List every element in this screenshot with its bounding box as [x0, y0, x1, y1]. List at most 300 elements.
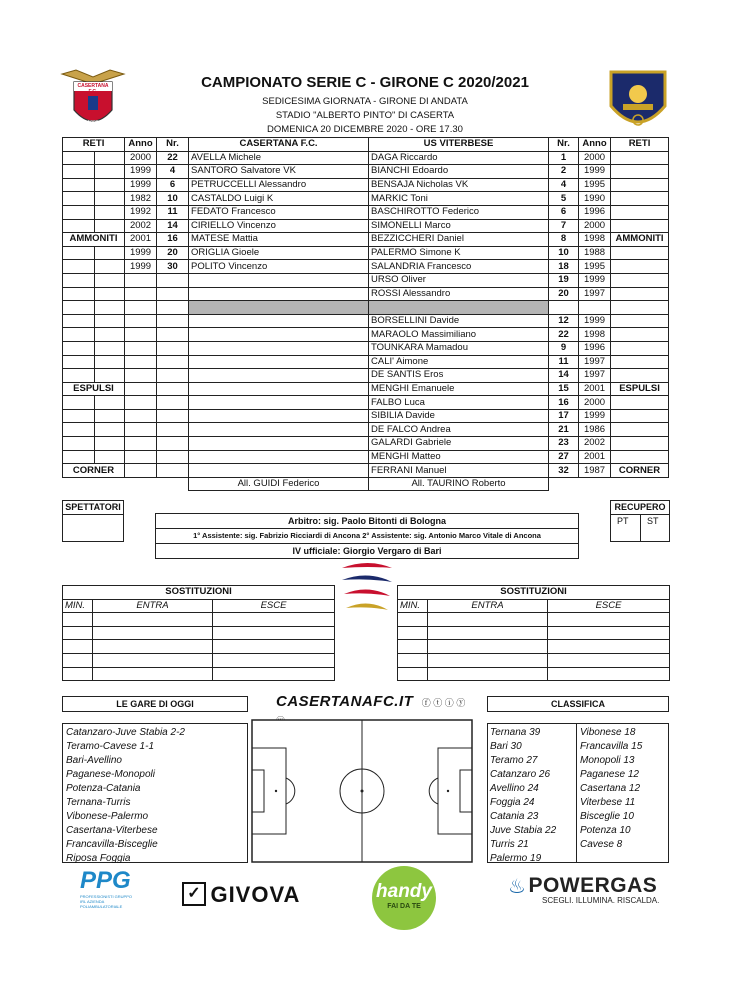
match-item: Casertana-Viterbese	[66, 825, 158, 836]
reti-cell	[63, 314, 95, 328]
reti-cell	[611, 409, 669, 423]
lineup-table	[62, 137, 669, 491]
date-line: DOMENICA 20 DICEMBRE 2020 - ORE 17.30	[267, 124, 463, 135]
home-player: FEDATO Francesco	[189, 205, 369, 219]
away-player: CALI' Aimone	[369, 355, 549, 369]
powergas-text: POWERGAS	[528, 874, 658, 897]
home-nr: 6	[157, 178, 189, 192]
table-row	[63, 382, 669, 396]
away-anno: 1999	[579, 273, 611, 287]
reti-cell	[95, 396, 125, 410]
standing-item: Avellino 24	[490, 783, 539, 794]
away-player: URSO Oliver	[369, 273, 549, 287]
away-player: MARAOLO Massimiliano	[369, 328, 549, 342]
casertana-logo-text: CASERTANA F.C.	[77, 83, 109, 95]
table-row	[398, 640, 670, 654]
table-row	[63, 233, 669, 247]
standing-item: Cavese 8	[580, 839, 623, 850]
away-player: SALANDRIA Francesco	[369, 260, 549, 274]
reti-cell	[63, 151, 95, 165]
separator-cell	[189, 301, 369, 315]
home-anno: 1999	[125, 165, 157, 179]
away-anno: 1997	[579, 355, 611, 369]
min-cell	[398, 640, 428, 654]
home-nr: 16	[157, 233, 189, 247]
away-anno: 2000	[579, 151, 611, 165]
home-anno	[125, 423, 157, 437]
esce-cell	[213, 640, 335, 654]
away-nr: 2	[549, 165, 579, 179]
entra-cell	[93, 667, 213, 681]
home-player	[189, 382, 369, 396]
home-anno	[125, 409, 157, 423]
reti-cell	[95, 219, 125, 233]
home-team-header: CASERTANA F.C.	[189, 138, 369, 152]
reti-cell	[611, 192, 669, 206]
casertana-logo-year: 1908	[87, 120, 99, 126]
away-player: DAGA Riccardo	[369, 151, 549, 165]
home-player	[189, 437, 369, 451]
standing-item: Potenza 10	[580, 825, 631, 836]
min-cell	[398, 613, 428, 627]
match-item: Bari-Avellino	[66, 755, 122, 766]
standing-item: Teramo 27	[490, 755, 538, 766]
nr-header: Nr.	[157, 138, 189, 152]
home-player: AVELLA Michele	[189, 151, 369, 165]
reti-cell	[63, 328, 95, 342]
home-nr	[157, 328, 189, 342]
table-row	[63, 464, 669, 478]
home-anno	[125, 450, 157, 464]
reti-cell	[95, 437, 125, 451]
esce-cell	[548, 640, 670, 654]
away-player: DE FALCO Andrea	[369, 423, 549, 437]
away-player: BORSELLINI Davide	[369, 314, 549, 328]
home-nr: 10	[157, 192, 189, 206]
recupero-divider	[640, 515, 641, 541]
reti-cell	[611, 260, 669, 274]
reti-cell	[63, 437, 95, 451]
home-anno	[125, 369, 157, 383]
away-anno: 2000	[579, 396, 611, 410]
flame-decoration	[338, 558, 396, 616]
sostituzioni-title: SOSTITUZIONI	[398, 586, 670, 600]
reti-cell	[611, 165, 669, 179]
reti-cell	[95, 341, 125, 355]
away-nr: 7	[549, 219, 579, 233]
table-row	[63, 355, 669, 369]
reti-cell	[95, 409, 125, 423]
away-player: MENGHI Emanuele	[369, 382, 549, 396]
reti-cell	[611, 205, 669, 219]
entra-header: ENTRA	[93, 599, 213, 613]
classifica-divider	[576, 724, 577, 862]
table-row	[398, 613, 670, 627]
entra-cell	[428, 667, 548, 681]
away-anno: 1996	[579, 205, 611, 219]
home-player	[189, 273, 369, 287]
home-nr: 20	[157, 246, 189, 260]
home-anno: 1992	[125, 205, 157, 219]
recupero-box	[610, 500, 670, 542]
handy-subtext: FAI DA TE	[387, 903, 421, 910]
entra-cell	[428, 613, 548, 627]
home-nr	[157, 423, 189, 437]
reti-cell	[95, 287, 125, 301]
site-text[interactable]: CASERTANAFC.IT	[276, 693, 414, 710]
reti-cell	[611, 341, 669, 355]
table-row	[63, 151, 669, 165]
reti-cell	[611, 355, 669, 369]
home-nr: 30	[157, 260, 189, 274]
min-cell	[398, 667, 428, 681]
home-nr: 14	[157, 219, 189, 233]
standing-item: Ternana 39	[490, 727, 541, 738]
away-anno: 1998	[579, 233, 611, 247]
table-row	[63, 328, 669, 342]
reti-cell	[63, 409, 95, 423]
reti-cell	[63, 260, 95, 274]
reti-cell	[95, 205, 125, 219]
table-row	[63, 205, 669, 219]
reti-cell	[95, 423, 125, 437]
table-row	[63, 301, 669, 315]
reti-cell	[63, 273, 95, 287]
reti-header: RETI	[63, 138, 125, 152]
away-anno: 1986	[579, 423, 611, 437]
away-anno: 1999	[579, 165, 611, 179]
standing-item: Viterbese 11	[580, 797, 636, 808]
spettatori-label: SPETTATORI	[63, 501, 123, 515]
espulsi-label: ESPULSI	[63, 382, 125, 396]
reti-cell	[95, 151, 125, 165]
givova-text: GIVOVA	[210, 882, 301, 907]
separator-cell	[369, 301, 549, 315]
home-player: SANTORO Salvatore VK	[189, 165, 369, 179]
recupero-label: RECUPERO	[611, 501, 669, 515]
table-row	[398, 599, 670, 613]
away-nr: 20	[549, 287, 579, 301]
away-player: BENSAJA Nicholas VK	[369, 178, 549, 192]
reti-cell	[63, 246, 95, 260]
standing-item: Paganese 12	[580, 769, 639, 780]
reti-cell	[611, 396, 669, 410]
site-name	[276, 693, 476, 713]
home-anno: 2001	[125, 233, 157, 247]
handy-logo	[372, 866, 436, 930]
facebook-icon[interactable]: ⓕ	[421, 698, 431, 708]
min-header: MIN.	[63, 599, 93, 613]
table-row	[63, 477, 669, 491]
entra-cell	[93, 626, 213, 640]
away-anno: 1990	[579, 192, 611, 206]
reti-cell	[611, 369, 669, 383]
home-player	[189, 328, 369, 342]
esce-cell	[213, 653, 335, 667]
away-anno: 1997	[579, 287, 611, 301]
home-anno: 1982	[125, 192, 157, 206]
classifica-left	[490, 726, 576, 866]
esce-cell	[213, 667, 335, 681]
standing-item: Casertana 12	[580, 783, 641, 794]
reti-cell	[95, 355, 125, 369]
home-nr	[157, 437, 189, 451]
away-nr: 16	[549, 396, 579, 410]
away-team-header: US VITERBESE	[369, 138, 549, 152]
gare-title: LE GARE DI OGGI	[62, 696, 248, 712]
away-nr: 15	[549, 382, 579, 396]
viterbese-logo	[607, 68, 669, 136]
home-anno: 2000	[125, 151, 157, 165]
reti-cell	[63, 341, 95, 355]
gare-list	[63, 724, 247, 868]
standing-item: Catania 23	[490, 811, 539, 822]
reti-cell	[63, 287, 95, 301]
min-cell	[63, 613, 93, 627]
sostituzioni-title: SOSTITUZIONI	[63, 586, 335, 600]
home-anno: 1999	[125, 178, 157, 192]
entra-cell	[93, 640, 213, 654]
home-player: ORIGLIA Gioele	[189, 246, 369, 260]
reti-cell	[95, 328, 125, 342]
match-item: Ternana-Turris	[66, 797, 131, 808]
standing-item: Bisceglie 10	[580, 811, 634, 822]
reti-cell	[611, 314, 669, 328]
away-anno: 1987	[579, 464, 611, 478]
away-player: BEZZICCHERI Daniel	[369, 233, 549, 247]
powergas-logo	[508, 874, 678, 914]
away-nr: 21	[549, 423, 579, 437]
reti-cell	[611, 178, 669, 192]
esce-cell	[548, 613, 670, 627]
table-row	[63, 409, 669, 423]
table-row	[63, 246, 669, 260]
powergas-subtext: SCEGLI. ILLUMINA. RISCALDA.	[542, 896, 660, 905]
standing-item: Turris 21	[490, 839, 529, 850]
home-player	[189, 423, 369, 437]
home-nr	[157, 355, 189, 369]
home-nr	[157, 314, 189, 328]
away-anno: 1996	[579, 341, 611, 355]
page-title: CAMPIONATO SERIE C - GIRONE C 2020/2021	[201, 74, 529, 91]
st-label: ST	[647, 516, 659, 526]
home-nr	[157, 341, 189, 355]
table-row	[63, 613, 335, 627]
home-nr	[157, 287, 189, 301]
away-nr: 12	[549, 314, 579, 328]
home-nr	[157, 464, 189, 478]
table-row	[63, 437, 669, 451]
away-player: FERRANI Manuel	[369, 464, 549, 478]
match-item: Francavilla-Bisceglie	[66, 839, 158, 850]
away-nr: 6	[549, 205, 579, 219]
table-row	[63, 287, 669, 301]
home-player: POLITO Vincenzo	[189, 260, 369, 274]
away-anno: 1998	[579, 328, 611, 342]
away-nr: 32	[549, 464, 579, 478]
min-cell	[63, 626, 93, 640]
anno-header: Anno	[579, 138, 611, 152]
away-nr: 19	[549, 273, 579, 287]
entra-cell	[93, 613, 213, 627]
table-row	[63, 599, 335, 613]
esce-header: ESCE	[213, 599, 335, 613]
table-row	[63, 165, 669, 179]
table-row	[63, 653, 335, 667]
sostituzioni-left	[62, 585, 335, 681]
away-nr: 4	[549, 178, 579, 192]
ppg-logo	[80, 868, 136, 916]
table-row	[63, 369, 669, 383]
twitter-icon[interactable]: ⓣ	[433, 698, 443, 708]
table-row	[63, 192, 669, 206]
home-player	[189, 369, 369, 383]
home-player	[189, 341, 369, 355]
away-anno: 1995	[579, 178, 611, 192]
esce-cell	[548, 626, 670, 640]
classifica-box	[487, 723, 669, 863]
away-nr: 17	[549, 409, 579, 423]
classifica-title: CLASSIFICA	[487, 696, 669, 712]
away-nr: 18	[549, 260, 579, 274]
home-player: CASTALDO Luigi K	[189, 192, 369, 206]
entra-cell	[428, 640, 548, 654]
away-nr: 27	[549, 450, 579, 464]
esce-cell	[213, 613, 335, 627]
home-player	[189, 464, 369, 478]
match-item: Catanzaro-Juve Stabia 2-2	[66, 727, 185, 738]
home-anno	[125, 396, 157, 410]
reti-cell	[611, 219, 669, 233]
standing-item: Foggia 24	[490, 797, 535, 808]
away-nr: 14	[549, 369, 579, 383]
reti-cell	[63, 423, 95, 437]
reti-cell	[611, 301, 669, 315]
home-anno	[125, 341, 157, 355]
reti-cell	[95, 273, 125, 287]
pt-label: PT	[617, 516, 629, 526]
table-row	[63, 450, 669, 464]
table-row	[398, 667, 670, 681]
home-anno: 1999	[125, 246, 157, 260]
givova-check-icon: ✓	[182, 882, 206, 906]
stadium-line: STADIO "ALBERTO PINTO" DI CASERTA	[275, 110, 455, 121]
home-player	[189, 314, 369, 328]
reti-cell	[95, 314, 125, 328]
away-player: MENGHI Matteo	[369, 450, 549, 464]
away-coach: All. TAURINO Roberto	[369, 477, 549, 491]
reti-header: RETI	[611, 138, 669, 152]
table-row	[63, 396, 669, 410]
home-player	[189, 409, 369, 423]
away-anno: 1988	[579, 246, 611, 260]
anno-header: Anno	[125, 138, 157, 152]
table-row	[63, 178, 669, 192]
reti-cell	[95, 192, 125, 206]
standing-item: Catanzaro 26	[490, 769, 551, 780]
reti-cell	[63, 178, 95, 192]
home-anno	[125, 382, 157, 396]
entra-header: ENTRA	[428, 599, 548, 613]
away-player: FALBO Luca	[369, 396, 549, 410]
away-anno	[579, 301, 611, 315]
min-cell	[398, 626, 428, 640]
home-coach: All. GUIDI Federico	[189, 477, 369, 491]
reti-cell	[95, 246, 125, 260]
home-anno	[125, 464, 157, 478]
away-nr: 11	[549, 355, 579, 369]
match-item: Paganese-Monopoli	[66, 769, 155, 780]
home-anno	[125, 287, 157, 301]
table-row	[63, 138, 669, 152]
away-player: PALERMO Simone K	[369, 246, 549, 260]
table-row	[63, 640, 335, 654]
reti-cell	[95, 301, 125, 315]
away-anno: 2000	[579, 219, 611, 233]
reti-cell	[95, 260, 125, 274]
gare-box	[62, 723, 248, 863]
standing-item: Juve Stabia 22	[490, 825, 557, 836]
away-nr	[549, 301, 579, 315]
reti-cell	[63, 355, 95, 369]
table-row	[398, 586, 670, 600]
ammoniti-label: AMMONITI	[63, 233, 125, 247]
reti-cell	[63, 301, 95, 315]
away-player: GALARDI Gabriele	[369, 437, 549, 451]
officials-box	[155, 513, 579, 559]
away-nr: 8	[549, 233, 579, 247]
empty	[63, 477, 189, 491]
standing-item: Palermo 19	[490, 853, 542, 864]
empty	[549, 477, 669, 491]
min-cell	[63, 667, 93, 681]
ppg-subtext: PROFESSIONISTI GRUPPO IRL AZIENDA POLIAMBULATORIALE	[80, 894, 133, 909]
home-player	[189, 355, 369, 369]
away-player: BIANCHI Edoardo	[369, 165, 549, 179]
table-row	[63, 667, 335, 681]
reti-cell	[63, 450, 95, 464]
match-item: Riposa Foggia	[66, 853, 131, 864]
instagram-icon[interactable]: ⓘ	[444, 698, 454, 708]
pitch	[250, 718, 474, 864]
home-nr	[157, 382, 189, 396]
reti-cell	[611, 287, 669, 301]
table-row	[63, 626, 335, 640]
spettatori-box	[62, 500, 124, 542]
esce-cell	[548, 653, 670, 667]
home-anno: 1999	[125, 260, 157, 274]
home-nr	[157, 396, 189, 410]
away-player: SIBILIA Davide	[369, 409, 549, 423]
away-nr: 22	[549, 328, 579, 342]
youtube-icon[interactable]: ⓨ	[456, 698, 466, 708]
away-nr: 10	[549, 246, 579, 260]
home-player	[189, 396, 369, 410]
espulsi-label-right: ESPULSI	[611, 382, 669, 396]
reti-cell	[611, 423, 669, 437]
away-anno: 1999	[579, 314, 611, 328]
home-nr: 11	[157, 205, 189, 219]
home-anno	[125, 314, 157, 328]
away-anno: 2001	[579, 382, 611, 396]
home-anno	[125, 355, 157, 369]
reti-cell	[611, 246, 669, 260]
home-anno	[125, 328, 157, 342]
reti-cell	[611, 450, 669, 464]
away-nr: 5	[549, 192, 579, 206]
home-player: CIRIELLO Vincenzo	[189, 219, 369, 233]
reti-cell	[63, 205, 95, 219]
